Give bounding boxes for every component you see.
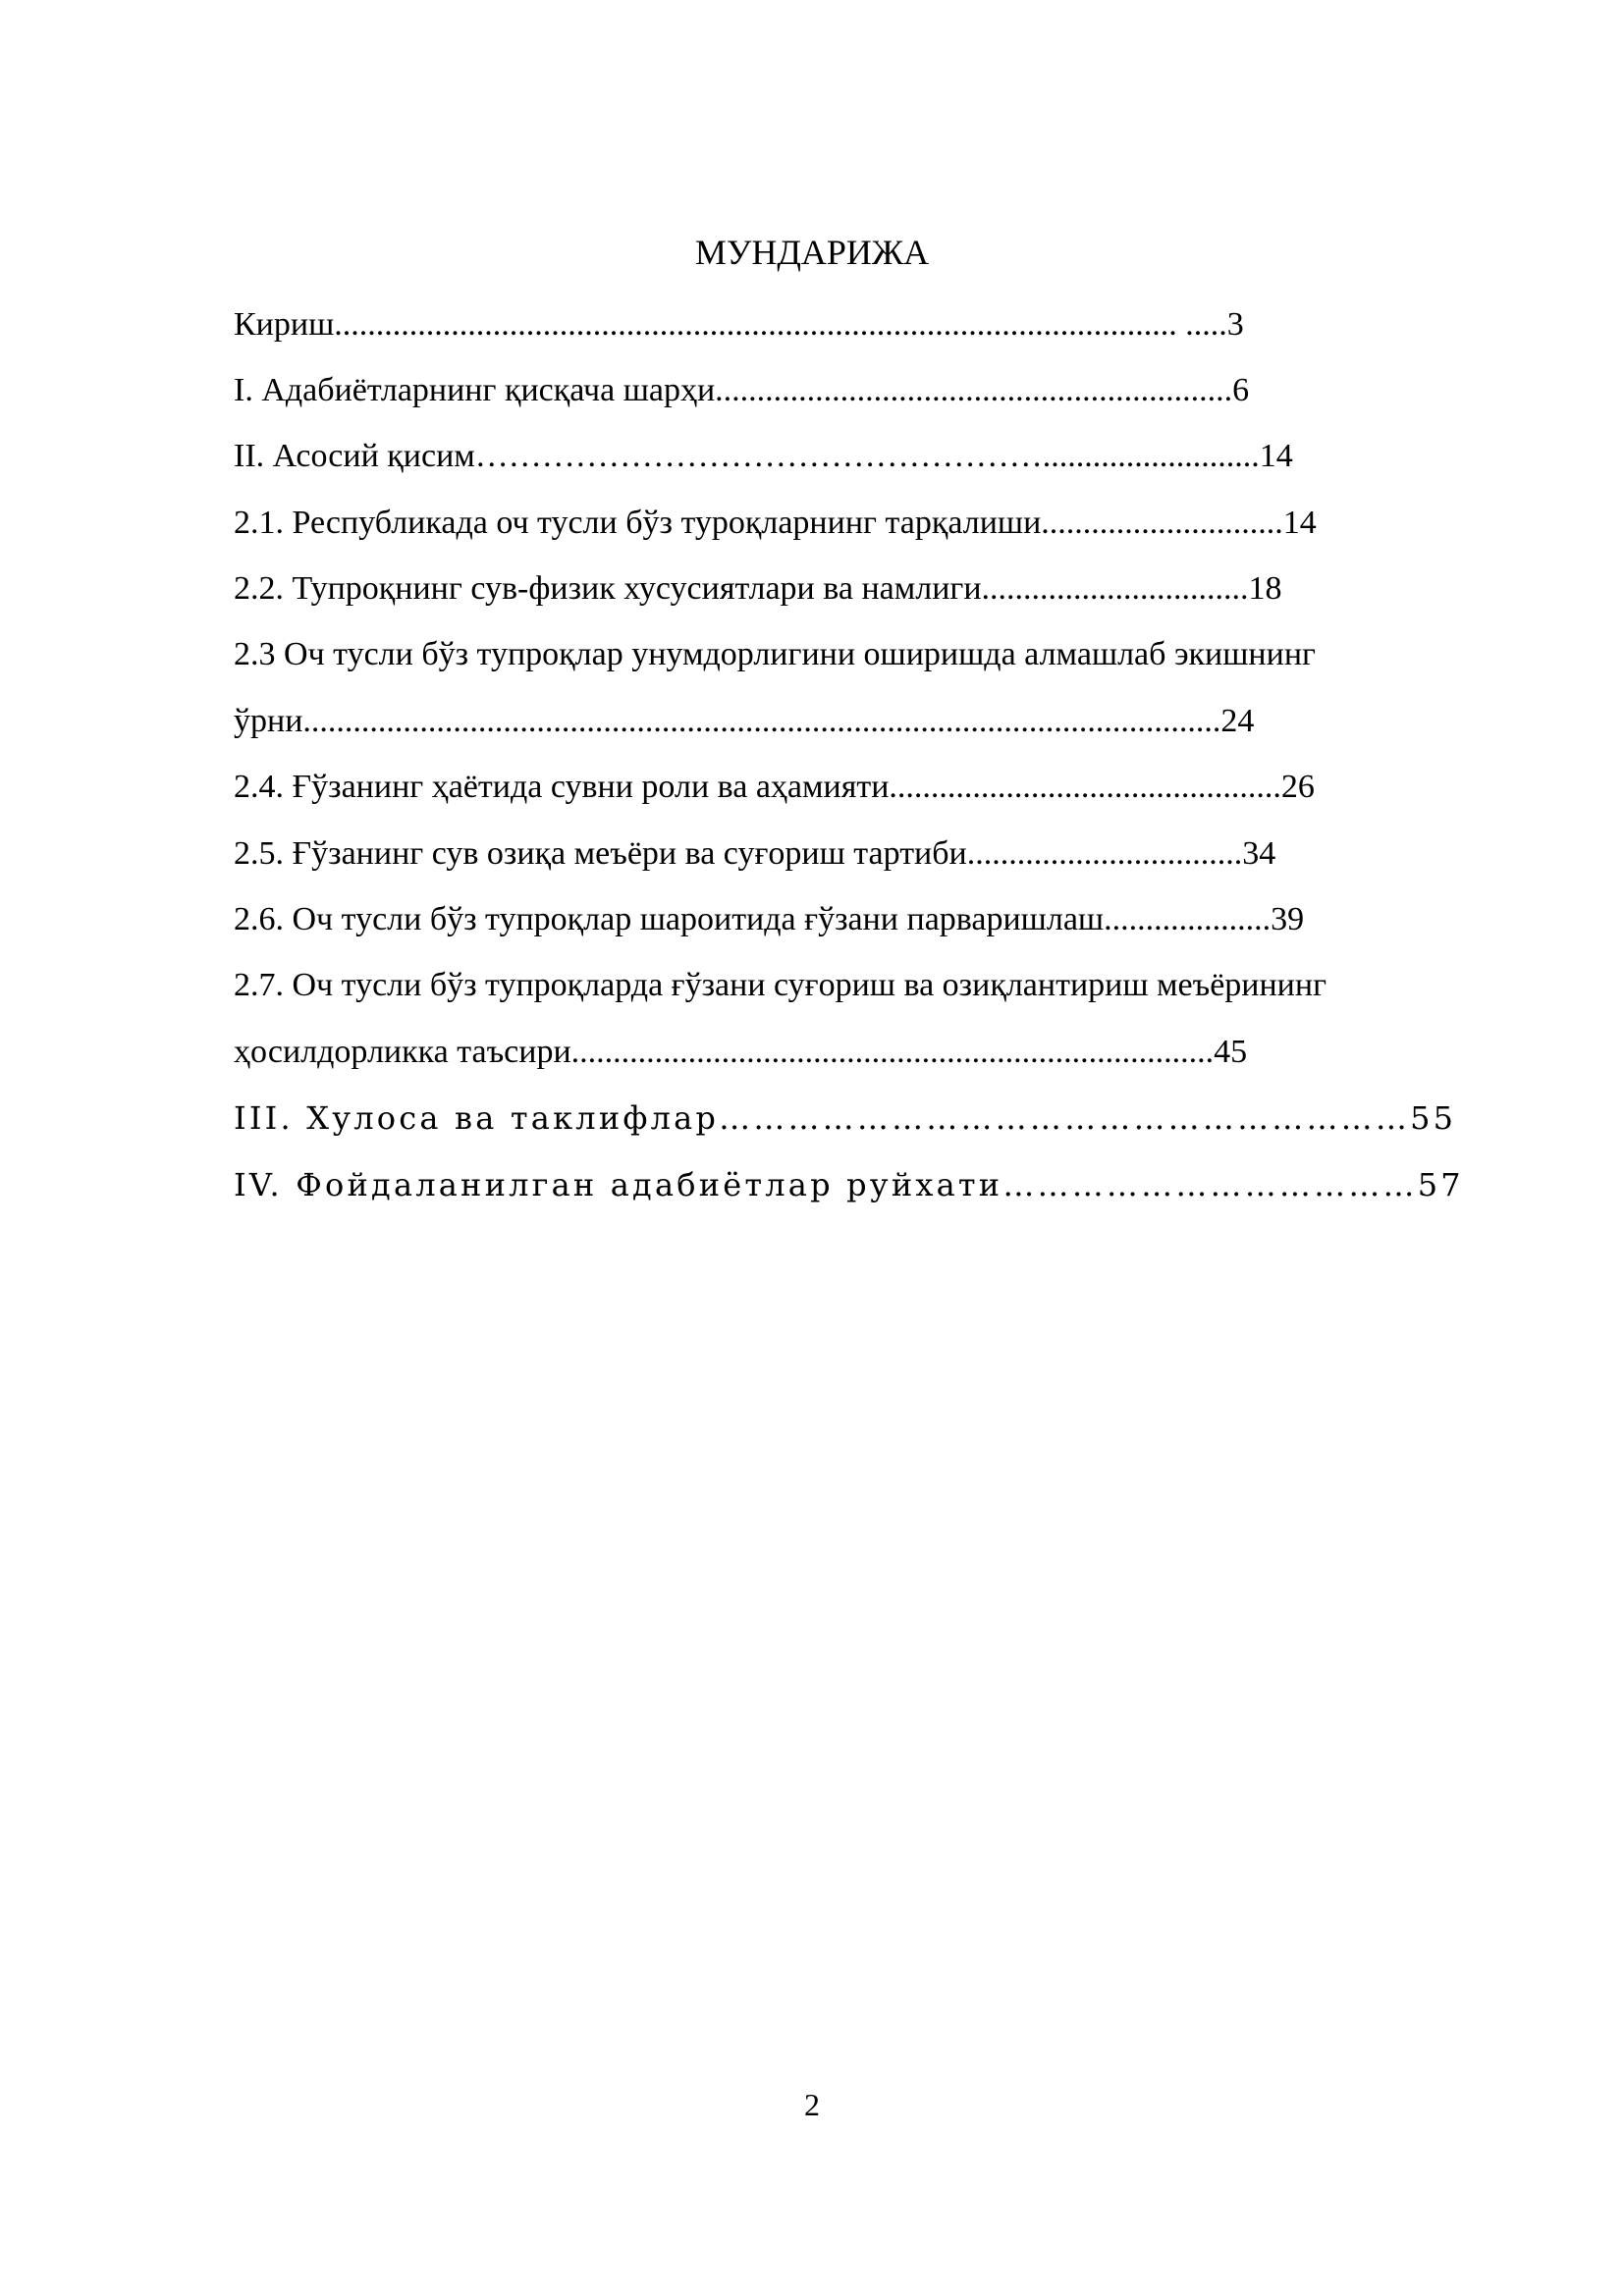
toc-entry-2-2: 2.2. Тупроқнинг сув-физик хусусиятлари ва намлиги................................18 — [234, 570, 1282, 607]
toc-entry-2-3-line-1: 2.3 Оч тусли бўз тупроқлар унумдорлигини оширишда алмашлаб экишнинг — [234, 636, 1316, 672]
toc-entry-main-part: II. Асосий қисим……………………………………………..........................14 — [234, 438, 1293, 474]
toc-entry-references: IV. Фойдаланилган адабиётлар руйхати………………………………57 — [234, 1166, 1464, 1203]
toc-entry-2-1: 2.1. Республикада оч тусли бўз туроқларнинг тарқалиши.............................14 — [234, 505, 1317, 541]
toc-title: МУНДАРИЖА — [694, 233, 930, 272]
toc-entry-literature-review: I. Адабиётларнинг қисқача шарҳи..............................................................6 — [234, 372, 1250, 408]
toc-entry-2-6: 2.6. Оч тусли бўз тупроқлар шароитида ғўзани парваришлаш....................39 — [234, 901, 1305, 937]
toc-entry-introduction: Кириш..................................................................................................... .....3 — [234, 306, 1244, 343]
toc-entry-2-5: 2.5. Ғўзанинг сув озиқа меъёри ва суғориш тартиби.................................34 — [234, 835, 1276, 872]
toc-entry-2-4: 2.4. Ғўзанинг ҳаётида сувни роли ва аҳамияти...............................................26 — [234, 769, 1315, 805]
toc-entry-conclusions: III. Хулоса ва таклифлар……………………………………………………55 — [234, 1099, 1457, 1137]
page-number: 2 — [804, 2087, 820, 2122]
toc-entry-2-3-line-2: ўрни..............................................................................................................24 — [234, 703, 1255, 739]
toc-entry-2-7-line-1: 2.7. Оч тусли бўз тупроқларда ғўзани суғориш ва озиқлантириш меъёрининг — [234, 967, 1327, 1003]
toc-entry-2-7-line-2: ҳосилдорликка таъсири.............................................................................45 — [234, 1034, 1248, 1070]
